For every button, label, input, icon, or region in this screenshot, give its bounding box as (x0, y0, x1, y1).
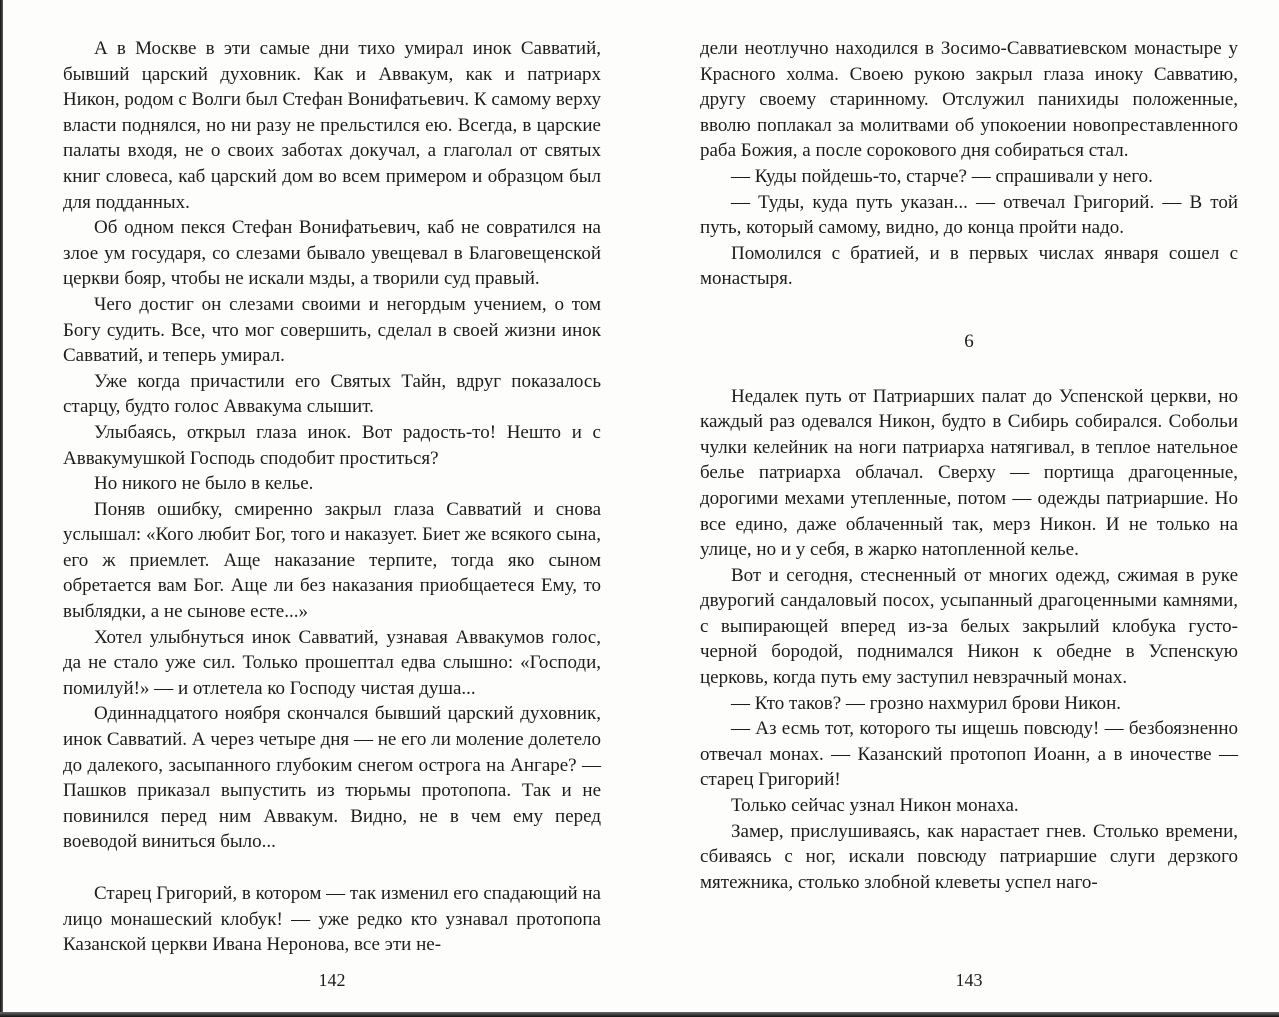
paragraph: Помолился с братией, и в первых числах января сошел с монастыря. (700, 242, 1238, 290)
scan-edge-left (0, 0, 3, 1017)
paragraph: — Кто таков? — грозно нахмурил брови Никон. (731, 692, 1122, 714)
paragraph: Уже когда причастили его Святых Тайн, вдруг показалось старцу, будто голос Аввакума слышит. (63, 370, 601, 418)
page-right-text (700, 36, 1238, 895)
paragraph: Одиннадцатого ноября скончался бывший царский духовник, инок Савватий. А через четыре дня — не его ли моление долетело до далекого, засыпанного глубоким снегом острога на Ангаре? — Пашков приказал выпустить из тюрьмы протопопа. Так и не повинился перед ним Аввакум. Видно, не в чем ему перед воеводой виниться было... (63, 703, 601, 853)
paragraph: Недалек путь от Патриарших палат до Успенской церкви, но каждый раз одевался Никон, будто в Сибирь собирался. Собольи чулки келейник на ноги патриарха натягивал, в теплое нательное белье патриарха облачал. Сверху — портища драгоценные, дорогими мехами утепленные, потом — одежды патриаршие. Но все едино, даже облаченный так, мерз Никон. И не только на улице, но и у себя, в жарко натопленной келье. (700, 385, 1238, 561)
page-number-left: 142 (318, 970, 346, 990)
paragraph: — Куды пойдешь-то, старче? — спрашивали у него. (731, 165, 1153, 187)
page-left-text (63, 36, 601, 958)
paragraph: Об одном пекся Стефан Вонифатьевич, каб не совратился на злое ум государя, со слезами бывало увещевал в Благовещенской церкви бояр, чтобы не искали мзды, а творили суд правый. (63, 217, 601, 290)
paragraph: Старец Григорий, в котором — так изменил его спадающий на лицо монашеский клобук! — уже редко кто узнавал протопопа Казанской церкви Ивана Неронова, все эти не- (63, 883, 601, 956)
paragraph: — Аз есмь тот, которого ты ищешь повсюду! — безбоязненно отвечал монах. — Казанский протопоп Иоанн, а в иночестве — старец Григорий! (700, 718, 1238, 791)
paragraph: — Туды, куда путь указан... — отвечал Григорий. — В той путь, который самому, видно, до конца пройти надо. (700, 191, 1238, 239)
paragraph: дели неотлучно находился в Зосимо-Савватиевском монастыре у Красного холма. Своею рукою закрыл глаза иноку Савватию, другу своему старинному. Отслужил панихиды положенные, вволю поплакал за молитвами об упокоении новопреставленного раба Божия, а после сорокового дня собираться стал. (700, 38, 1238, 162)
paragraph: А в Москве в эти самые дни тихо умирал инок Савватий, бывший царский духовник. Как и Аввакум, как и патриарх Никон, родом с Волги был Стефан Вонифатьевич. К самому верху власти поднялся, но ни разу не прельстился ею. Всегда, в царские палаты входя, не о своих заботах докучал, а глаголал от святых книг словеса, каб царский дом во всем примером и образцом был для подданных. (63, 38, 601, 213)
page-number-right: 143 (955, 970, 983, 990)
paragraph: Чего достиг он слезами своими и негордым учением, о том Богу судить. Все, что мог совершить, сделал в своей жизни инок Савватий, и теперь умирал. (63, 293, 601, 367)
paragraph: Только сейчас узнал Никон монаха. (731, 795, 1019, 817)
section-number: 6 (964, 330, 974, 352)
scan-edge-bottom (0, 1012, 1279, 1017)
paragraph: Хотел улыбнуться инок Савватий, узнавая Аввакумов голос, да не стало уже сил. Только прошептал едва слышно: «Господи, помилуй!» — и отлетела ко Господу чистая душа... (63, 626, 601, 699)
paragraph: Улыбаясь, открыл глаза инок. Вот радость-то! Нешто и с Аввакумушкой Господь сподобит проститься? (63, 421, 601, 469)
paragraph: Вот и сегодня, стесненный от многих одежд, сжимая в руке двурогий сандаловый посох, усыпанный драгоценными камнями, с выпирающей вперед из-за белых закрылий клобука густо-черной бородой, поднимался Никон к обедне в Успенскую церковь, когда путь ему заступил невзрачный монах. (700, 564, 1238, 689)
paragraph: Замер, прислушиваясь, как нарастает гнев. Столько времени, сбиваясь с ног, искали повсюду патриаршие слуги дерзкого мятежника, столько злобной клеветы успел наго- (700, 820, 1238, 893)
paragraph: Поняв ошибку, смиренно закрыл глаза Савватий и снова услышал: «Кого любит Бог, того и наказует. Биет же всякого сына, его ж приемлет. Аще наказание терпите, тогда яко сыном обретается вам Бог. Аще ли без наказания приобщаетеся Ему, то выблядки, а не сынове есте...» (63, 498, 601, 623)
paragraph: Но никого не было в келье. (94, 473, 314, 495)
